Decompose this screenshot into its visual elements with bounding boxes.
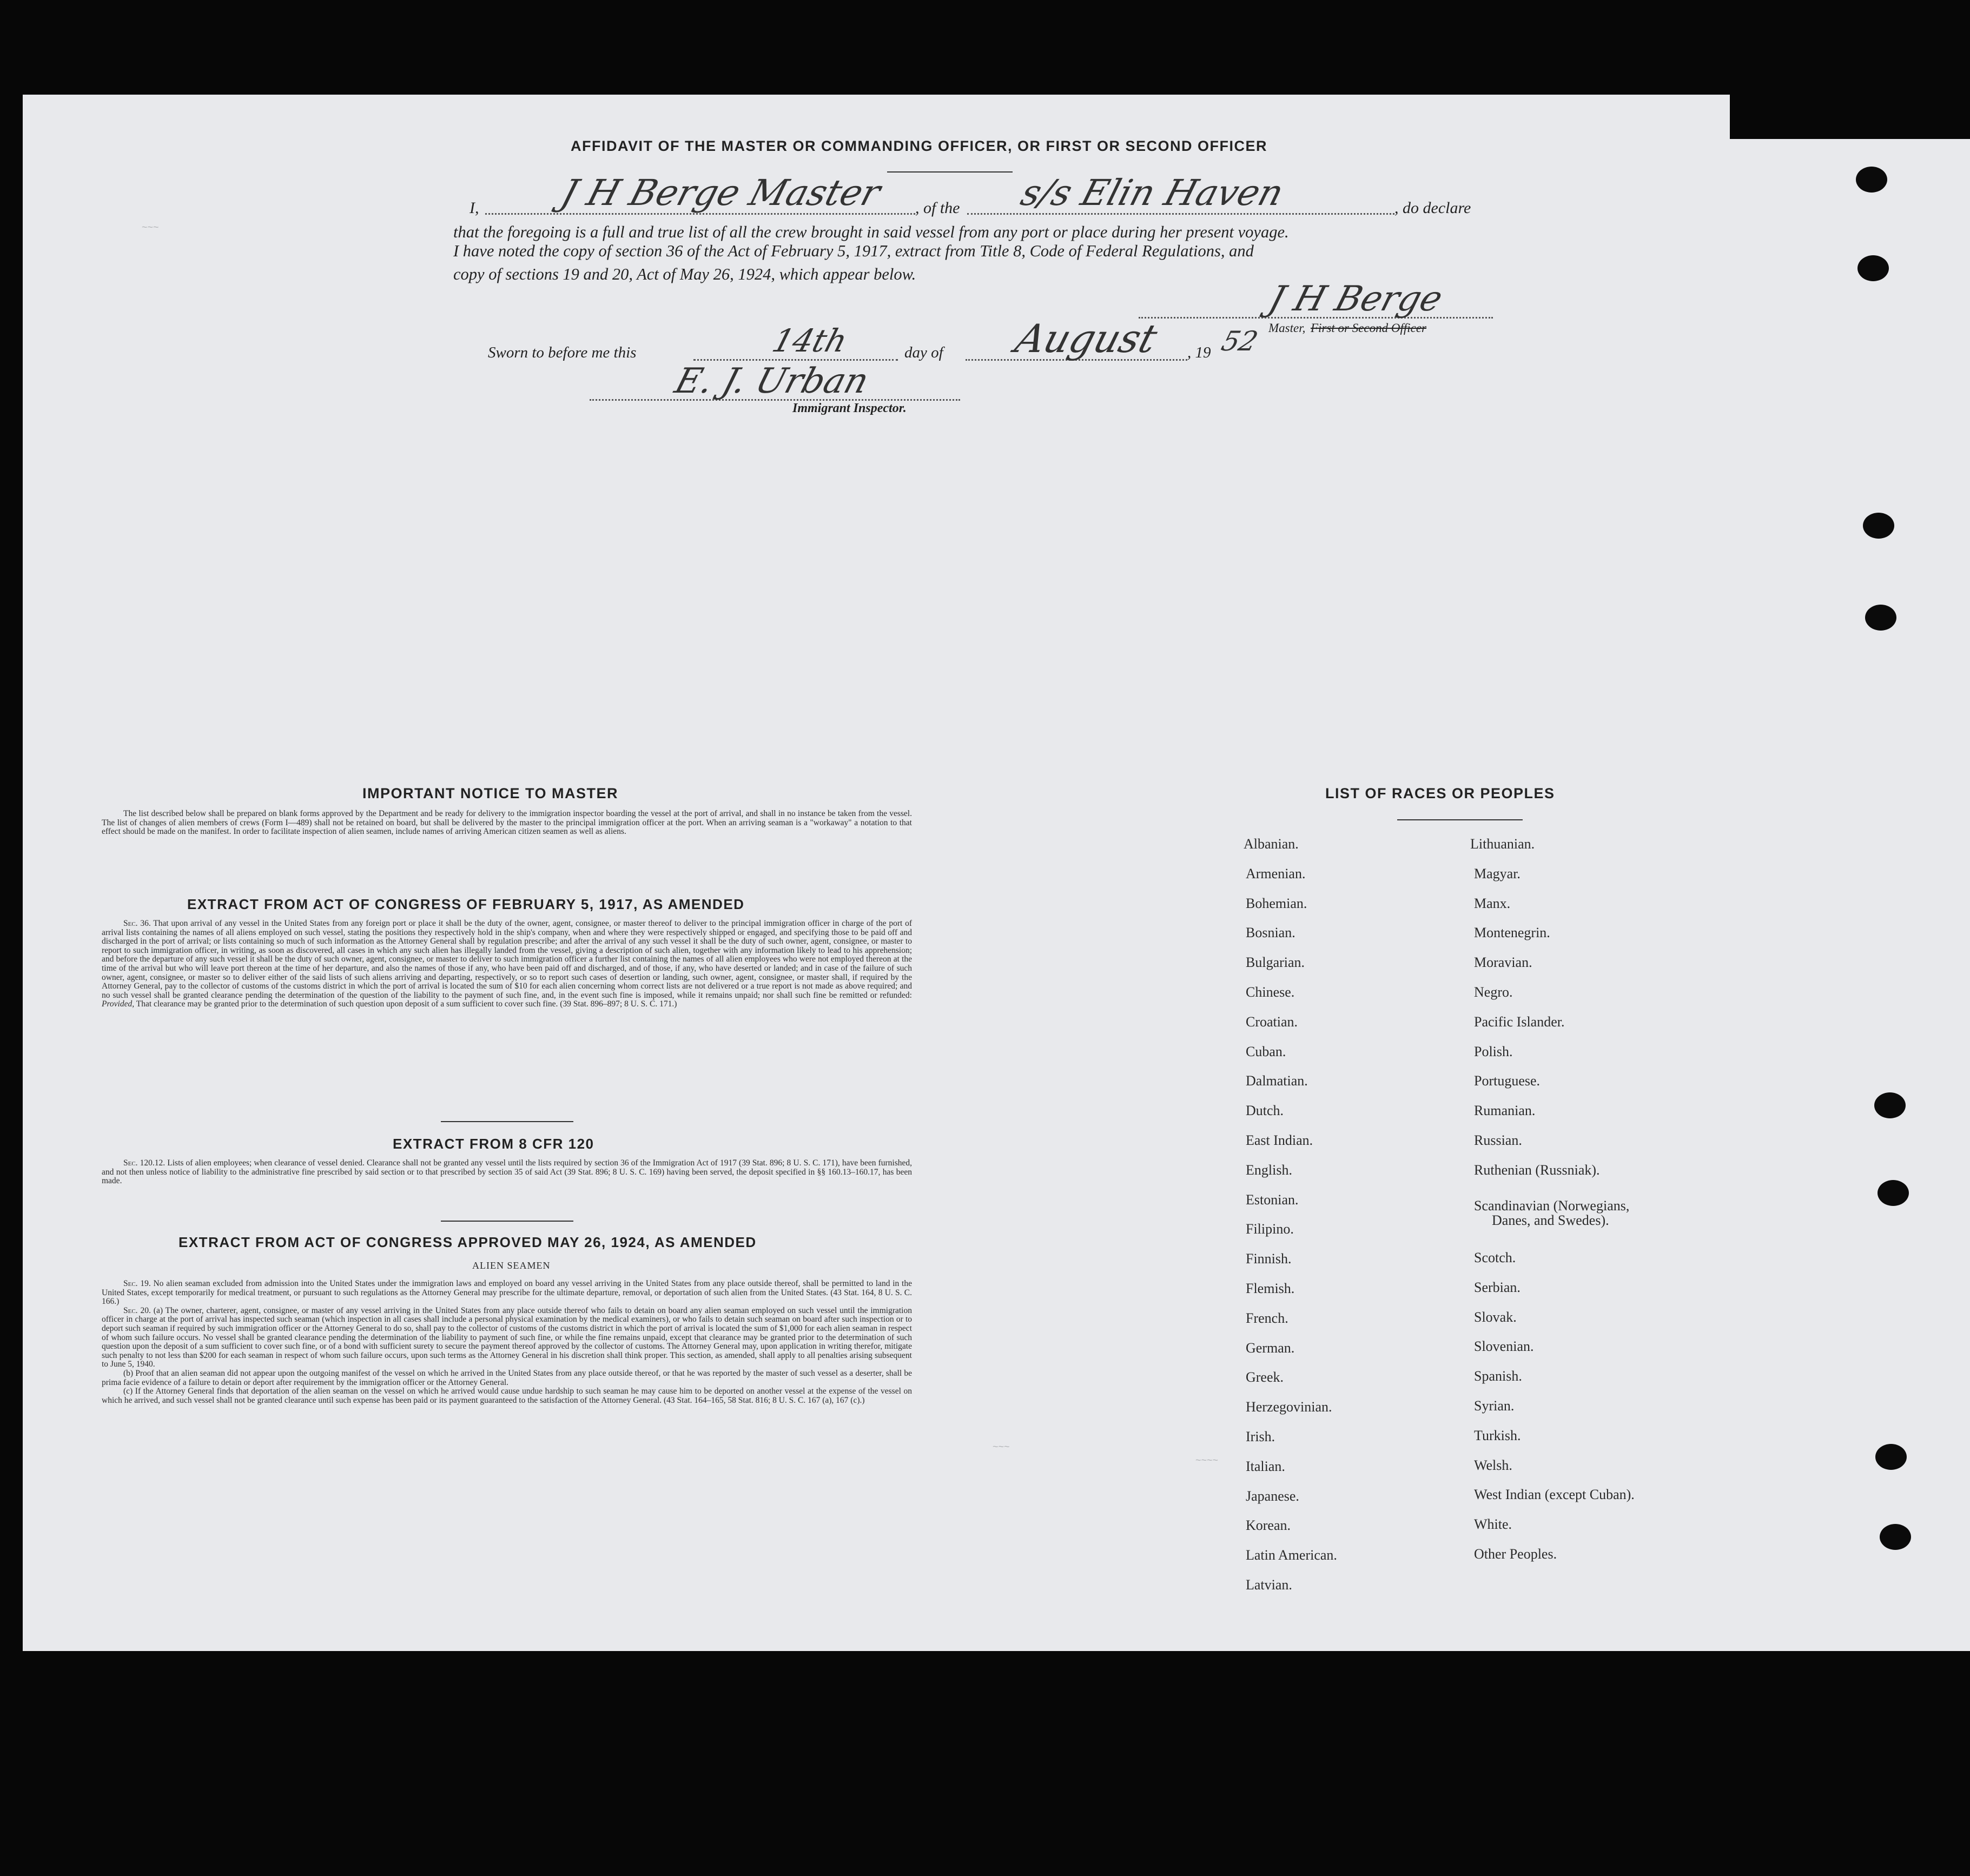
- signature-caption-struck: First or Second Officer: [1311, 321, 1426, 335]
- faint-mark: ~~~: [993, 1441, 1010, 1452]
- race-item: Dalmatian.: [1246, 1073, 1308, 1089]
- sec20-label: Sec. 20.: [123, 1305, 151, 1315]
- race-item: Cuban.: [1246, 1043, 1286, 1059]
- inspector-caption: Immigrant Inspector.: [792, 401, 907, 415]
- race-item: Latin American.: [1246, 1547, 1337, 1563]
- master-signature-handwritten: J H Berge: [1264, 279, 1447, 319]
- sec36-text: That upon arrival of any vessel in the United States from any foreign port or place it shall be the duty of the owner, agent, consignee, or master thereof to deliver to the principal immigration officer in charge of the port of arrival lists containing the names of all aliens employed on such vessel, stating the positions they respectively hold in the ship's company, when and where they were respectively shipped or engaged, and specifying those to be paid off and discharged in the port of arrival; or lists containing so much of such information as the Attorney General shall by regulation prescribe; and after the arrival of any such vessel it shall be the duty of such owner, agent, consignee, or master to report to such immigration officer, in writing, as soon as discovered, all cases in which any such alien has illegally landed from the vessel, giving a description of such alien, together with any information likely to lead to his apprehension; and before the departure of any such vessel it shall be the duty of such owner, agent, consignee, or master to deliver to such immigration officer a further list containing the names of all alien employees who were not employed thereon at the time of the arrival but who will leave port thereon at the time of her departure, and also the names of those if any, who have been paid off and discharged, and of those, if any, who have deserted or landed; and in case of the failure of such owner, agent, consignee, or master so to deliver either of the said lists of such aliens arriving and departing, respectively, or so to report such cases of desertion or landing, such owner, agent, consignee, or master shall, if required by the Attorney General, pay to the collector of customs of the customs district in which the port of arrival is located the sum of $10 for each alien concerning whom correct lists are not delivered or a true report is not made as above required; and no such vessel shall be granted clearance pending the determination of the question of the liability to the payment of such fine, and, in the event such fine is imposed, while it remains unpaid; nor shall such fine be remitted or refunded:: [102, 919, 912, 1000]
- day-of-label: day of: [904, 344, 943, 361]
- race-item: Portuguese.: [1474, 1073, 1541, 1089]
- document-page: [23, 95, 1970, 1651]
- binder-hole: [1874, 1092, 1906, 1118]
- race-item: Estonian.: [1246, 1191, 1299, 1208]
- sec36-text-end: That clearance may be granted prior to the determination of such question upon deposit of a sum sufficient to cover such fine. (39 Stat. 896–897; 8 U. S. C. 171.): [136, 999, 677, 1009]
- race-item: Albanian.: [1244, 836, 1299, 852]
- faint-mark: ~~~: [142, 222, 159, 233]
- notice-paragraph: The list described below shall be prepared on blank forms approved by the Department and be ready for delivery to the immigration inspector boarding the vessel at the port of arrival, and shall in no instance be taken from the vessel. The list of changes of alien members of crews (Form I—489) shall not be retained on board, but shall be delivered by the master to the principal immigration officer at the port. When an arriving seaman is a "workaway" a notation to that effect should be made on the manifest. In order to facilitate inspection of alien seamen, include names of arriving American citizen seamen as well as aliens.: [102, 809, 912, 837]
- race-item: Other Peoples.: [1474, 1546, 1557, 1562]
- race-item: Dutch.: [1246, 1103, 1284, 1119]
- sec36-label: Sec. 36.: [123, 919, 151, 928]
- alien-seamen-subtitle: ALIEN SEAMEN: [472, 1260, 551, 1271]
- day-handwritten: 14th: [768, 322, 852, 359]
- race-item: Slovak.: [1474, 1309, 1517, 1325]
- race-item: German.: [1246, 1340, 1295, 1356]
- affidavit-line-4: copy of sections 19 and 20, Act of May 26, 1924, which appear below.: [453, 265, 916, 283]
- sec120-text: Lists of alien employees; when clearance of vessel denied. Clearance shall not be granted any vessel until the lists required by section 36 of the Immigration Act of 1917 (39 Stat. 896; 8 U. S. C. 171), have been furnished, and not then unless notice of liability to the administrative fine prescribed by said section or to that prescribed by section 35 of said Act (39 Stat. 896; 8 U. S. C. 169) having been served, the deposit specified in §§ 160.13–160.17, has been made.: [102, 1158, 913, 1186]
- race-item: Bulgarian.: [1246, 954, 1305, 971]
- sworn-label: Sworn to before me this: [488, 344, 637, 361]
- day-line: [693, 359, 898, 361]
- race-item: Japanese.: [1246, 1488, 1299, 1504]
- race-item: Herzegovinian.: [1246, 1399, 1332, 1415]
- binder-hole: [1863, 513, 1894, 539]
- binder-hole: [1875, 1444, 1907, 1470]
- race-item: Welsh.: [1474, 1457, 1512, 1473]
- race-item: Latvian.: [1246, 1577, 1292, 1593]
- extract-cfr-title: EXTRACT FROM 8 CFR 120: [393, 1136, 594, 1152]
- race-item: Chinese.: [1246, 984, 1295, 1000]
- race-item: Croatian.: [1246, 1013, 1298, 1030]
- section-divider: [441, 1121, 573, 1122]
- race-item: Spanish.: [1474, 1368, 1522, 1384]
- race-item: Italian.: [1246, 1458, 1285, 1474]
- affidavit-line-2: that the foregoing is a full and true list of all the crew brought in said vessel from any port or place during her present voyage.: [453, 223, 1289, 241]
- affidavit-line-3: I have noted the copy of section 36 of the Act of February 5, 1917, extract from Title 8, Code of Federal Regulations, and: [453, 242, 1254, 260]
- binder-hole: [1865, 605, 1896, 631]
- sec19-paragraph: [102, 1280, 912, 1307]
- race-item: English.: [1246, 1162, 1292, 1178]
- race-item: Scotch.: [1474, 1250, 1516, 1265]
- extract-1917-body: [102, 919, 912, 1009]
- race-item: Korean.: [1246, 1517, 1291, 1534]
- race-item: Montenegrin.: [1474, 925, 1550, 941]
- sec120-paragraph: [102, 1159, 912, 1186]
- race-item: Lithuanian.: [1470, 836, 1535, 852]
- race-item: Armenian.: [1246, 865, 1306, 881]
- extract-1924-title: EXTRACT FROM ACT OF CONGRESS APPROVED MAY 26, 1924, AS AMENDED: [179, 1234, 757, 1250]
- extract-1924-body: [102, 1280, 912, 1405]
- binder-hole: [1856, 167, 1887, 193]
- race-item: Irish.: [1246, 1429, 1275, 1444]
- race-item: Pacific Islander.: [1474, 1013, 1565, 1030]
- race-item: Manx.: [1474, 895, 1511, 911]
- title-divider: [887, 171, 1013, 173]
- race-item: Turkish.: [1474, 1427, 1521, 1443]
- binder-hole: [1857, 255, 1889, 281]
- race-item: Serbian.: [1474, 1279, 1521, 1295]
- year-handwritten: 52: [1218, 326, 1261, 357]
- affidavit-i-label: I,: [470, 199, 479, 217]
- provided-word: Provided,: [102, 999, 135, 1009]
- extract-1917-title: EXTRACT FROM ACT OF CONGRESS OF FEBRUARY 5, 1917, AS AMENDED: [187, 896, 745, 912]
- race-item: East Indian.: [1246, 1132, 1313, 1148]
- race-item: Moravian.: [1474, 954, 1532, 971]
- race-item: West Indian (except Cuban).: [1474, 1487, 1635, 1503]
- race-item: Magyar.: [1474, 865, 1521, 881]
- binder-hole: [1878, 1180, 1909, 1206]
- race-item: Ruthenian (Russniak).: [1474, 1162, 1600, 1178]
- race-item: Finnish.: [1246, 1251, 1292, 1267]
- extract-cfr-body: [102, 1159, 912, 1186]
- page-corner-cut: [1730, 95, 1970, 139]
- race-item: Greek.: [1246, 1369, 1284, 1386]
- sec19-text: No alien seaman excluded from admission into the United States under the immigration laws and employed on board any vessel arriving in the United States from any place outside thereof, shall be permitted to land in the United States, except temporarily for medical treatment, or pursuant to such regulations as the Attorney General may prescribe for the ultimate departure, removal, or deportation of such alien from the United States. (43 Stat. 164, 8 U. S. C. 166.): [102, 1279, 912, 1307]
- sec20a-paragraph: [102, 1307, 912, 1369]
- of-the-label: , of the: [915, 199, 960, 217]
- do-declare-label: , do declare: [1394, 199, 1471, 217]
- sec20b-paragraph: (b) Proof that an alien seaman did not appear upon the outgoing manifest of the vessel on which he arrived in the United States from any place outside thereof, or that he was reported by the master of such vessel as a deserter, shall be prima facie evidence of a failure to detain or deport after requirement by the immigration officer or the Attorney General.: [102, 1368, 912, 1387]
- races-title-divider: [1397, 819, 1523, 820]
- sec19-label: Sec. 19.: [123, 1279, 151, 1288]
- sec36-paragraph: [102, 919, 912, 1009]
- race-item: Negro.: [1474, 984, 1513, 1000]
- race-item: Slovenian.: [1474, 1338, 1534, 1355]
- month-handwritten: August: [1010, 316, 1162, 361]
- races-title: LIST OF RACES OR PEOPLES: [1325, 785, 1555, 801]
- race-item: Russian.: [1474, 1132, 1522, 1148]
- sec20c-paragraph: (c) If the Attorney General finds that deportation of the alien seaman on the vessel on which he arrived would cause undue hardship to such seaman he may cause him to be deported on another vessel at the expense of the vessel on which he arrived, and such vessel shall not be granted clearance until such expense has been paid or its payment guaranteed to the satisfaction of the Attorney General. (43 Stat. 164–165, 58 Stat. 816; 8 U. S. C. 167 (a), 167 (c).): [102, 1387, 912, 1405]
- race-item: Filipino.: [1246, 1221, 1294, 1237]
- race-item: Rumanian.: [1474, 1103, 1536, 1119]
- inspector-signature-handwritten: E. J. Urban: [670, 361, 874, 401]
- faint-mark: ~~~~: [1195, 1455, 1219, 1466]
- race-item: Polish.: [1474, 1043, 1513, 1059]
- race-item: French.: [1246, 1310, 1288, 1326]
- notice-title: IMPORTANT NOTICE TO MASTER: [362, 785, 618, 801]
- race-item: Bohemian.: [1246, 895, 1307, 911]
- year-printed: , 19: [1187, 344, 1211, 361]
- section-divider: [441, 1221, 573, 1222]
- race-item-continuation: Danes, and Swedes).: [1492, 1212, 1609, 1228]
- race-item: Scandinavian (Norwegians,: [1474, 1198, 1630, 1214]
- signature-caption-master: Master,: [1268, 321, 1306, 335]
- sec20a-text: (a) The owner, charterer, agent, consignee, or master of any vessel arriving in the United States from any place outside thereof who fails to detain on board any alien seaman employed on such vessel until the immigration officer in charge at the port of arrival has inspected such seaman (which inspection in all cases shall include a personal physical examination by the medical examiners), or who fails to detain such seaman on board after such inspection or to deport such seaman if required by such immigration officer or the Attorney General to do so, shall pay to the collector of customs of the customs district in which the port of arrival is located the sum of $1,000 for each alien seaman in respect of whom such failure occurs. No vessel shall be granted clearance pending the determination of the liability to payment of such fine, or while the fine remains unpaid, except that clearance may be granted prior to the determination of such question upon the deposit of a sum sufficient to cover such fine, or of a bond with sufficient surety to secure the payment thereof approved by the collector of customs. The Attorney General may, upon application in writing therefor, mitigate such penalty to not less than $200 for each seaman in respect of whom such failure occurs, upon such terms as the Attorney General in his discretion shall think proper. This section, as amended, shall apply to all penalties arising subsequent to June 5, 1940.: [102, 1305, 912, 1369]
- master-name-handwritten: J H Berge Master: [556, 172, 885, 214]
- race-item: Bosnian.: [1246, 925, 1295, 941]
- race-item: Flemish.: [1246, 1281, 1295, 1296]
- notice-body: [102, 810, 912, 837]
- sec120-label: Sec. 120.12.: [123, 1158, 166, 1168]
- race-item: White.: [1474, 1516, 1512, 1533]
- binder-hole: [1880, 1524, 1911, 1550]
- affidavit-title: AFFIDAVIT OF THE MASTER OR COMMANDING OFFICER, OR FIRST OR SECOND OFFICER: [571, 138, 1267, 154]
- race-item: Syrian.: [1474, 1398, 1515, 1414]
- vessel-name-handwritten: s/s Elin Haven: [1016, 172, 1288, 214]
